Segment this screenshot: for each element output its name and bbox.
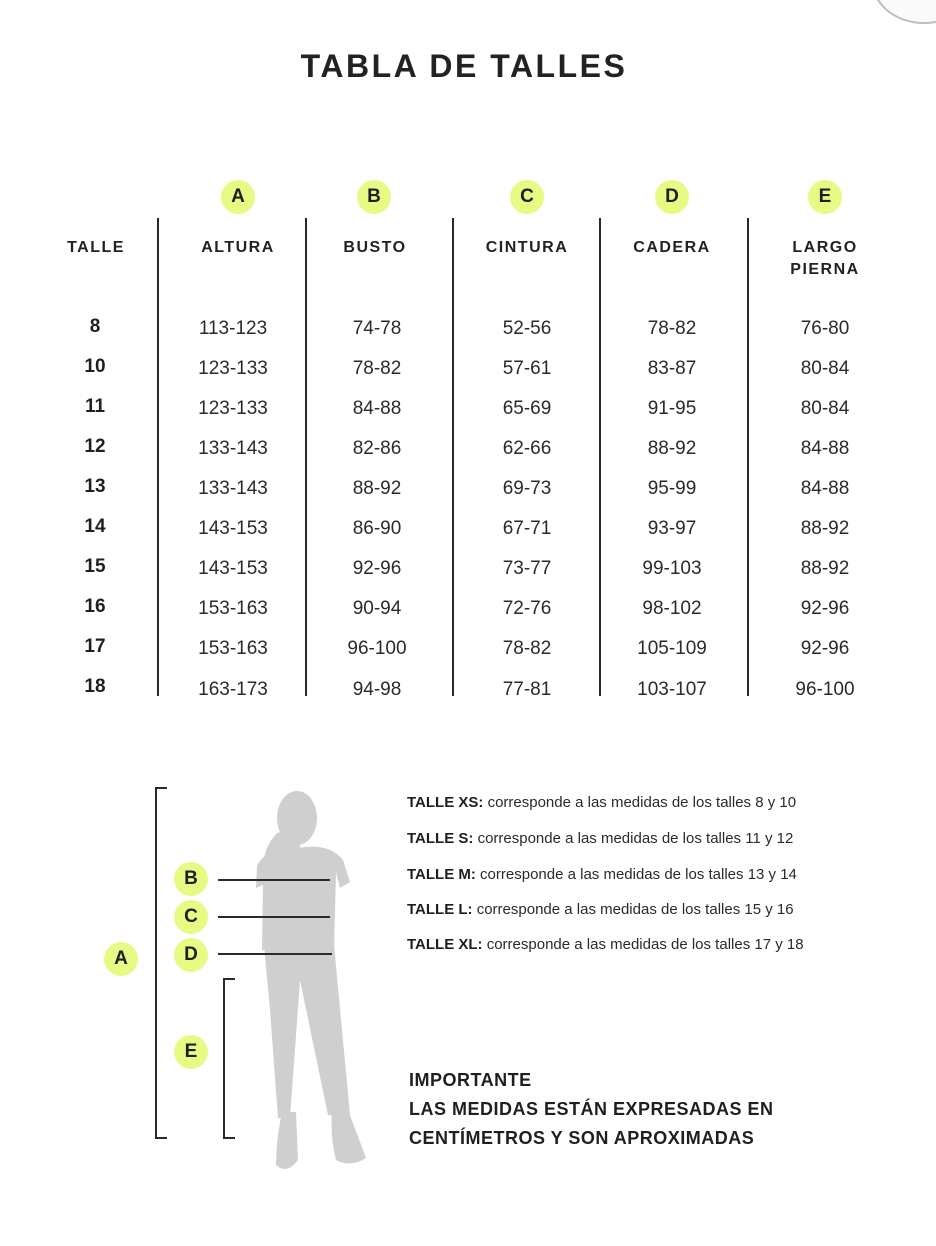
cell-largo: 92-96 bbox=[800, 598, 850, 619]
size-label: 15 bbox=[84, 556, 106, 577]
header-talle: TALLE bbox=[67, 239, 125, 256]
bracket-e bbox=[224, 979, 235, 1138]
size-label: 16 bbox=[84, 596, 106, 617]
equivalence-name: TALLE XL: bbox=[407, 936, 483, 953]
cell-largo: 88-92 bbox=[800, 558, 850, 579]
size-label: 8 bbox=[89, 316, 101, 337]
cell-cintura: 78-82 bbox=[502, 638, 552, 659]
cell-cadera: 88-92 bbox=[647, 438, 697, 459]
cell-largo: 80-84 bbox=[800, 358, 850, 379]
equivalence-text: corresponde a las medidas de los talles 15 y 16 bbox=[476, 901, 794, 918]
column-divider bbox=[599, 218, 601, 696]
page-title: TABLA DE TALLES bbox=[300, 48, 628, 84]
cell-cadera: 98-102 bbox=[642, 598, 702, 619]
cell-cintura: 77-81 bbox=[502, 679, 552, 700]
important-heading: IMPORTANTE bbox=[409, 1070, 532, 1090]
cell-cintura: 65-69 bbox=[502, 398, 552, 419]
size-label: 12 bbox=[84, 436, 106, 457]
equivalence-xl bbox=[407, 936, 804, 953]
cell-cadera: 78-82 bbox=[647, 318, 697, 339]
size-label: 14 bbox=[84, 516, 106, 537]
equivalence-l bbox=[407, 901, 794, 918]
cell-busto: 86-90 bbox=[352, 518, 402, 539]
cell-largo: 88-92 bbox=[800, 518, 850, 539]
cell-largo: 92-96 bbox=[800, 638, 850, 659]
cell-cadera: 103-107 bbox=[637, 679, 707, 700]
cell-altura: 163-173 bbox=[198, 679, 268, 700]
equivalence-m bbox=[407, 866, 797, 883]
cell-cintura: 73-77 bbox=[502, 558, 552, 579]
body-diagram bbox=[0, 770, 400, 1190]
cell-cadera: 83-87 bbox=[647, 358, 697, 379]
cell-largo: 76-80 bbox=[800, 318, 850, 339]
cell-altura: 123-133 bbox=[198, 398, 268, 419]
cell-altura: 153-163 bbox=[198, 638, 268, 659]
column-badge-e: E bbox=[808, 180, 842, 214]
size-label: 10 bbox=[84, 356, 106, 377]
size-label: 18 bbox=[84, 676, 106, 697]
diagram-badge-e: E bbox=[174, 1035, 208, 1069]
diagram-badge-c: C bbox=[174, 900, 208, 934]
diagram-badge-d: D bbox=[174, 938, 208, 972]
equivalence-text: corresponde a las medidas de los talles 11 y 12 bbox=[477, 830, 794, 847]
cell-cintura: 52-56 bbox=[502, 318, 552, 339]
equivalence-xs bbox=[407, 794, 796, 811]
diagram-badge-b: B bbox=[174, 862, 208, 896]
size-label: 17 bbox=[84, 636, 106, 657]
column-badge-a: A bbox=[221, 180, 255, 214]
equivalence-text: corresponde a las medidas de los talles 8 y 10 bbox=[487, 794, 797, 811]
cell-busto: 84-88 bbox=[352, 398, 402, 419]
cell-cadera: 91-95 bbox=[647, 398, 697, 419]
bracket-a bbox=[156, 788, 167, 1138]
page-curl-corner bbox=[872, 0, 936, 24]
equivalence-name: TALLE S: bbox=[407, 830, 474, 847]
cell-busto: 96-100 bbox=[347, 638, 407, 659]
cell-cadera: 93-97 bbox=[647, 518, 697, 539]
size-label: 11 bbox=[84, 396, 106, 417]
cell-altura: 113-123 bbox=[198, 318, 268, 339]
equivalence-text: corresponde a las medidas de los talles 17 y 18 bbox=[486, 936, 804, 953]
cell-altura: 123-133 bbox=[198, 358, 268, 379]
cell-busto: 78-82 bbox=[352, 358, 402, 379]
column-divider bbox=[452, 218, 454, 696]
important-note bbox=[409, 1066, 774, 1153]
cell-cadera: 105-109 bbox=[637, 638, 707, 659]
equivalence-text: corresponde a las medidas de los talles 13 y 14 bbox=[480, 866, 797, 883]
column-badge-d: D bbox=[655, 180, 689, 214]
header-busto: BUSTO bbox=[343, 239, 407, 256]
cell-cintura: 69-73 bbox=[502, 478, 552, 499]
cell-cadera: 99-103 bbox=[642, 558, 702, 579]
cell-altura: 133-143 bbox=[198, 438, 268, 459]
cell-altura: 153-163 bbox=[198, 598, 268, 619]
cell-largo: 96-100 bbox=[795, 679, 855, 700]
size-label: 13 bbox=[84, 476, 106, 497]
cell-cintura: 72-76 bbox=[502, 598, 552, 619]
diagram-badge-a: A bbox=[104, 942, 138, 976]
cell-busto: 82-86 bbox=[352, 438, 402, 459]
cell-largo: 84-88 bbox=[800, 438, 850, 459]
equivalence-s bbox=[407, 830, 793, 847]
column-divider bbox=[747, 218, 749, 696]
cell-busto: 88-92 bbox=[352, 478, 402, 499]
header-altura: ALTURA bbox=[201, 239, 275, 256]
header-largo-pierna bbox=[765, 237, 885, 281]
cell-busto: 74-78 bbox=[352, 318, 402, 339]
column-badge-c: C bbox=[510, 180, 544, 214]
cell-busto: 92-96 bbox=[352, 558, 402, 579]
column-divider bbox=[157, 218, 159, 696]
cell-cadera: 95-99 bbox=[647, 478, 697, 499]
cell-altura: 143-153 bbox=[198, 558, 268, 579]
cell-altura: 143-153 bbox=[198, 518, 268, 539]
equivalence-name: TALLE M: bbox=[407, 866, 476, 883]
equivalence-name: TALLE L: bbox=[407, 901, 473, 918]
header-largo-line2: PIERNA bbox=[790, 261, 860, 278]
important-line: CENTÍMETROS Y SON APROXIMADAS bbox=[409, 1128, 755, 1148]
header-cintura: CINTURA bbox=[485, 239, 569, 256]
cell-cintura: 62-66 bbox=[502, 438, 552, 459]
column-badge-b: B bbox=[357, 180, 391, 214]
cell-largo: 84-88 bbox=[800, 478, 850, 499]
cell-cintura: 67-71 bbox=[502, 518, 552, 539]
cell-altura: 133-143 bbox=[198, 478, 268, 499]
header-cadera: CADERA bbox=[633, 239, 711, 256]
cell-busto: 94-98 bbox=[352, 679, 402, 700]
cell-largo: 80-84 bbox=[800, 398, 850, 419]
important-line: LAS MEDIDAS ESTÁN EXPRESADAS EN bbox=[409, 1099, 774, 1119]
column-divider bbox=[305, 218, 307, 696]
cell-cintura: 57-61 bbox=[502, 358, 552, 379]
woman-silhouette-icon bbox=[256, 791, 366, 1169]
header-largo-line1: LARGO bbox=[792, 239, 858, 256]
equivalence-name: TALLE XS: bbox=[407, 794, 484, 811]
cell-busto: 90-94 bbox=[352, 598, 402, 619]
